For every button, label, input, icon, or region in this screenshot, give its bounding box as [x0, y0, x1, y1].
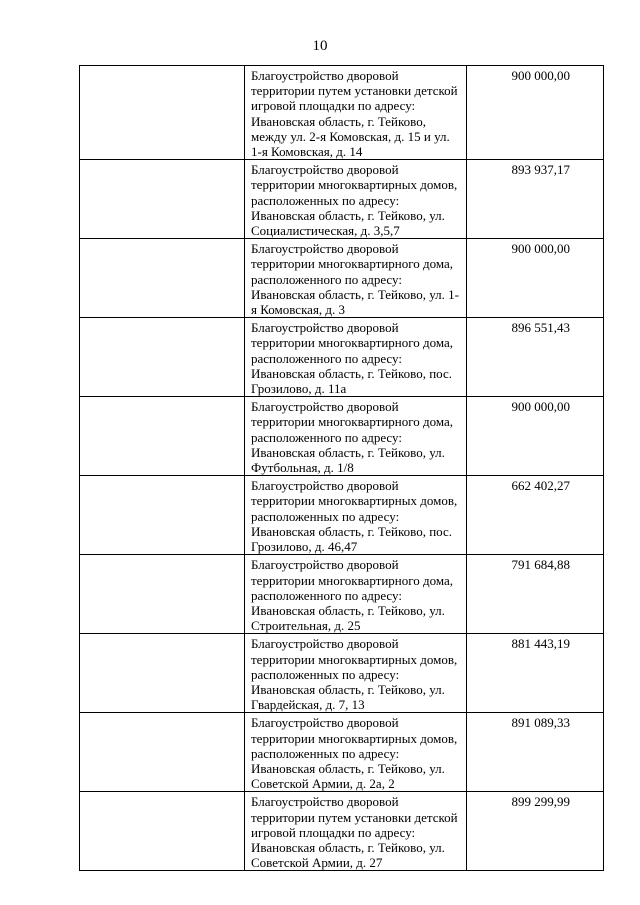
table-row: [80, 318, 604, 397]
empty-cell: [80, 713, 245, 792]
empty-cell: [80, 792, 245, 871]
project-amount: 900 000,00: [467, 66, 604, 160]
project-amount: 881 443,19: [467, 634, 604, 713]
table-row: [80, 634, 604, 713]
project-description: Благоустройство дворовой территории многоквартирного дома, расположенного по адресу: Ивановская область, г. Тейково, ул. Футбольная, д. 1/8: [245, 397, 467, 476]
project-amount: 900 000,00: [467, 397, 604, 476]
table-row: [80, 160, 604, 239]
project-description: Благоустройство дворовой территории путем установки детской игровой площадки по адресу: Ивановская область, г. Тейково, ул. Советской Армии, д. 27: [245, 792, 467, 871]
table-row: [80, 239, 604, 318]
table-row: [80, 66, 604, 160]
empty-cell: [80, 160, 245, 239]
table-row: [80, 713, 604, 792]
project-amount: 900 000,00: [467, 239, 604, 318]
project-amount: 893 937,17: [467, 160, 604, 239]
project-amount: 791 684,88: [467, 555, 604, 634]
project-amount: 896 551,43: [467, 318, 604, 397]
project-description: Благоустройство дворовой территории многоквартирных домов, расположенных по адресу: Ивановская область, г. Тейково, ул. Советской Армии, д. 2а, 2: [245, 713, 467, 792]
empty-cell: [80, 634, 245, 713]
empty-cell: [80, 66, 245, 160]
project-amount: 891 089,33: [467, 713, 604, 792]
project-amount: 662 402,27: [467, 476, 604, 555]
project-description: Благоустройство дворовой территории многоквартирного дома, расположенного по адресу: Ивановская область, г. Тейково, ул. Строительная, д. 25: [245, 555, 467, 634]
project-description: Благоустройство дворовой территории путем установки детской игровой площадки по адресу: Ивановская область, г. Тейково, между ул. 2-я Комовская, д. 15 и ул. 1-я Комовская, д. 14: [245, 66, 467, 160]
table-body: [80, 66, 604, 871]
table-row: [80, 397, 604, 476]
project-description: Благоустройство дворовой территории многоквартирных домов, расположенных по адресу: Ивановская область, г. Тейково, ул. Социалистическая, д. 3,5,7: [245, 160, 467, 239]
page-number: 10: [312, 38, 328, 54]
improvement-projects-table: [79, 65, 604, 871]
project-description: Благоустройство дворовой территории многоквартирного дома, расположенного по адресу: Ивановская область, г. Тейково, ул. 1-я Комовская, д. 3: [245, 239, 467, 318]
project-description: Благоустройство дворовой территории многоквартирного дома, расположенного по адресу: Ивановская область, г. Тейково, пос. Грозилово, д. 11а: [245, 318, 467, 397]
empty-cell: [80, 555, 245, 634]
table-row: [80, 792, 604, 871]
table-row: [80, 476, 604, 555]
project-description: Благоустройство дворовой территории многоквартирных домов, расположенных по адресу: Ивановская область, г. Тейково, ул. Гвардейская, д. 7, 13: [245, 634, 467, 713]
project-amount: 899 299,99: [467, 792, 604, 871]
empty-cell: [80, 397, 245, 476]
empty-cell: [80, 318, 245, 397]
empty-cell: [80, 239, 245, 318]
table-row: [80, 555, 604, 634]
empty-cell: [80, 476, 245, 555]
project-description: Благоустройство дворовой территории многоквартирных домов, расположенных по адресу: Ивановская область, г. Тейково, пос. Грозилово, д. 46,47: [245, 476, 467, 555]
